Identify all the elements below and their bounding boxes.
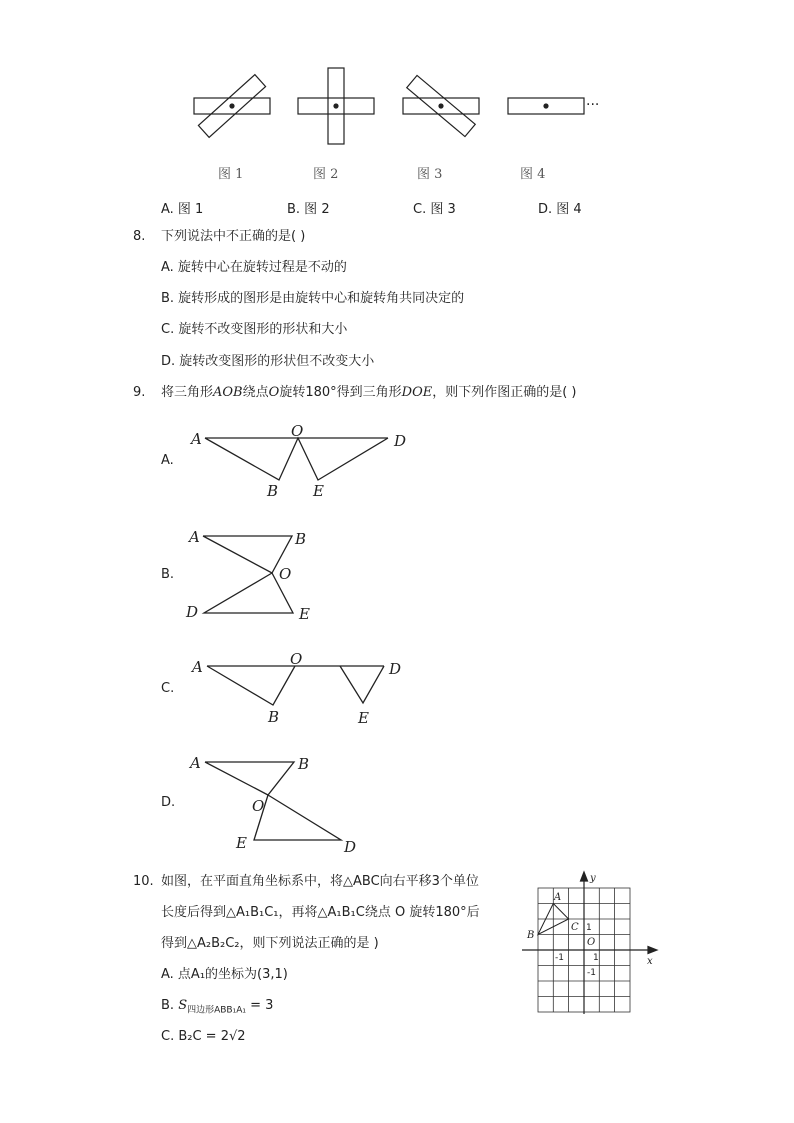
figure-3 (403, 75, 479, 136)
q9-stem-mid2: 旋转180°得到三角形 (279, 385, 402, 400)
q9c-label-E: E (358, 709, 369, 727)
caption-fig-1: 图 1 (218, 167, 244, 182)
grid-label-one-x: 1 (593, 953, 599, 963)
q7-option-a[interactable]: A. 图 1 (161, 202, 204, 217)
q9b-label-D: D (186, 603, 199, 621)
grid-label-A: A (554, 892, 562, 903)
q9d-label-D: D (344, 838, 357, 856)
q8-option-b[interactable]: B. 旋转形成的图形是由旋转中心和旋转角共同决定的 (161, 291, 465, 306)
figure-4 (508, 98, 584, 114)
grid-label-one-y: 1 (586, 923, 592, 933)
q8-option-a[interactable]: A. 旋转中心在旋转过程是不动的 (161, 260, 347, 275)
q10-number: 10. (133, 874, 154, 889)
q9c-label-A: A (192, 658, 203, 676)
q9b-label-E: E (299, 605, 310, 623)
q8-number: 8. (133, 229, 146, 244)
rotation-figures-row (0, 0, 794, 160)
q10-line-3: 得到△A₂B₂C₂，则下列说法正确的是 ) (161, 936, 379, 951)
q9-option-d-letter[interactable]: D. (161, 795, 176, 810)
q9-stem-mid1: 绕点 (242, 385, 269, 400)
q9c-label-B: B (268, 708, 280, 726)
axes (522, 872, 657, 1014)
q9-stem-prefix: 将三角形 (161, 385, 214, 400)
q9b-label-A: A (189, 528, 200, 546)
grid-label-x: x (647, 956, 653, 967)
grid-label-C: C (571, 922, 579, 933)
q10-option-a[interactable]: A. 点A₁的坐标为(3,1) (161, 967, 288, 982)
q9-option-c-letter[interactable]: C. (161, 681, 175, 696)
q10-option-b-sub: 四边形ABB₁A₁ (187, 1005, 246, 1016)
q9-number: 9. (133, 385, 146, 400)
caption-fig-4: 图 4 (520, 167, 546, 182)
q9-stem (161, 385, 577, 401)
triangle-abc (538, 904, 569, 935)
q9b-label-O: O (279, 565, 292, 583)
q9c-label-O: O (290, 650, 303, 668)
q9a-label-E: E (313, 482, 324, 500)
q9a-label-D: D (394, 432, 407, 450)
q8-option-d[interactable]: D. 旋转改变图形的形状但不改变大小 (161, 354, 375, 369)
q9-option-b-letter[interactable]: B. (161, 567, 175, 582)
figure-2 (298, 68, 374, 144)
q9-stem-suffix: ，则下列作图正确的是( ) (432, 385, 577, 400)
q10-line-1: 如图，在平面直角坐标系中，将△ABC向右平移3个单位 (161, 874, 479, 889)
q9d-label-B: B (298, 755, 310, 773)
q9a-label-A: A (191, 430, 202, 448)
figure-4-ellipsis: ··· (586, 97, 600, 113)
q9d-label-E: E (236, 834, 247, 852)
grid-label-neg1-y: -1 (587, 968, 596, 978)
q9a-label-B: B (267, 482, 279, 500)
q10-option-c[interactable]: C. B₂C = 2√2 (161, 1029, 246, 1044)
q10-option-b-suffix: = 3 (245, 998, 274, 1013)
q10-option-b-prefix: B. (161, 998, 179, 1013)
q7-option-b[interactable]: B. 图 2 (287, 202, 330, 217)
q8-option-c[interactable]: C. 旋转不改变图形的形状和大小 (161, 322, 348, 337)
figure-1 (194, 75, 270, 138)
q9c-label-D: D (389, 660, 402, 678)
q10-option-b-s: S (178, 998, 188, 1013)
q9-stem-aob: AOB (213, 385, 243, 400)
q9d-label-A: A (190, 754, 201, 772)
q9-stem-doe: DOE (401, 385, 433, 400)
grid-label-neg1-x: -1 (555, 953, 564, 963)
q10-line-2: 长度后得到△A₁B₁C₁，再将△A₁B₁C绕点 O 旋转180°后 (161, 905, 480, 920)
q9d-label-O: O (252, 797, 265, 815)
q9-stem-o: O (268, 385, 280, 400)
q9b-label-B: B (295, 530, 307, 548)
caption-fig-3: 图 3 (417, 167, 443, 182)
grid-label-y: y (590, 873, 596, 884)
grid-label-O: O (587, 937, 596, 948)
grid-label-B: B (527, 930, 535, 941)
q9-option-a-letter[interactable]: A. (161, 453, 174, 468)
q10-option-b[interactable] (161, 998, 273, 1019)
q8-stem: 下列说法中不正确的是( ) (161, 229, 306, 244)
q7-option-c[interactable]: C. 图 3 (413, 202, 456, 217)
q7-option-d[interactable]: D. 图 4 (538, 202, 582, 217)
grid-lines (538, 888, 630, 1012)
caption-fig-2: 图 2 (313, 167, 339, 182)
q9a-label-O: O (291, 422, 304, 440)
